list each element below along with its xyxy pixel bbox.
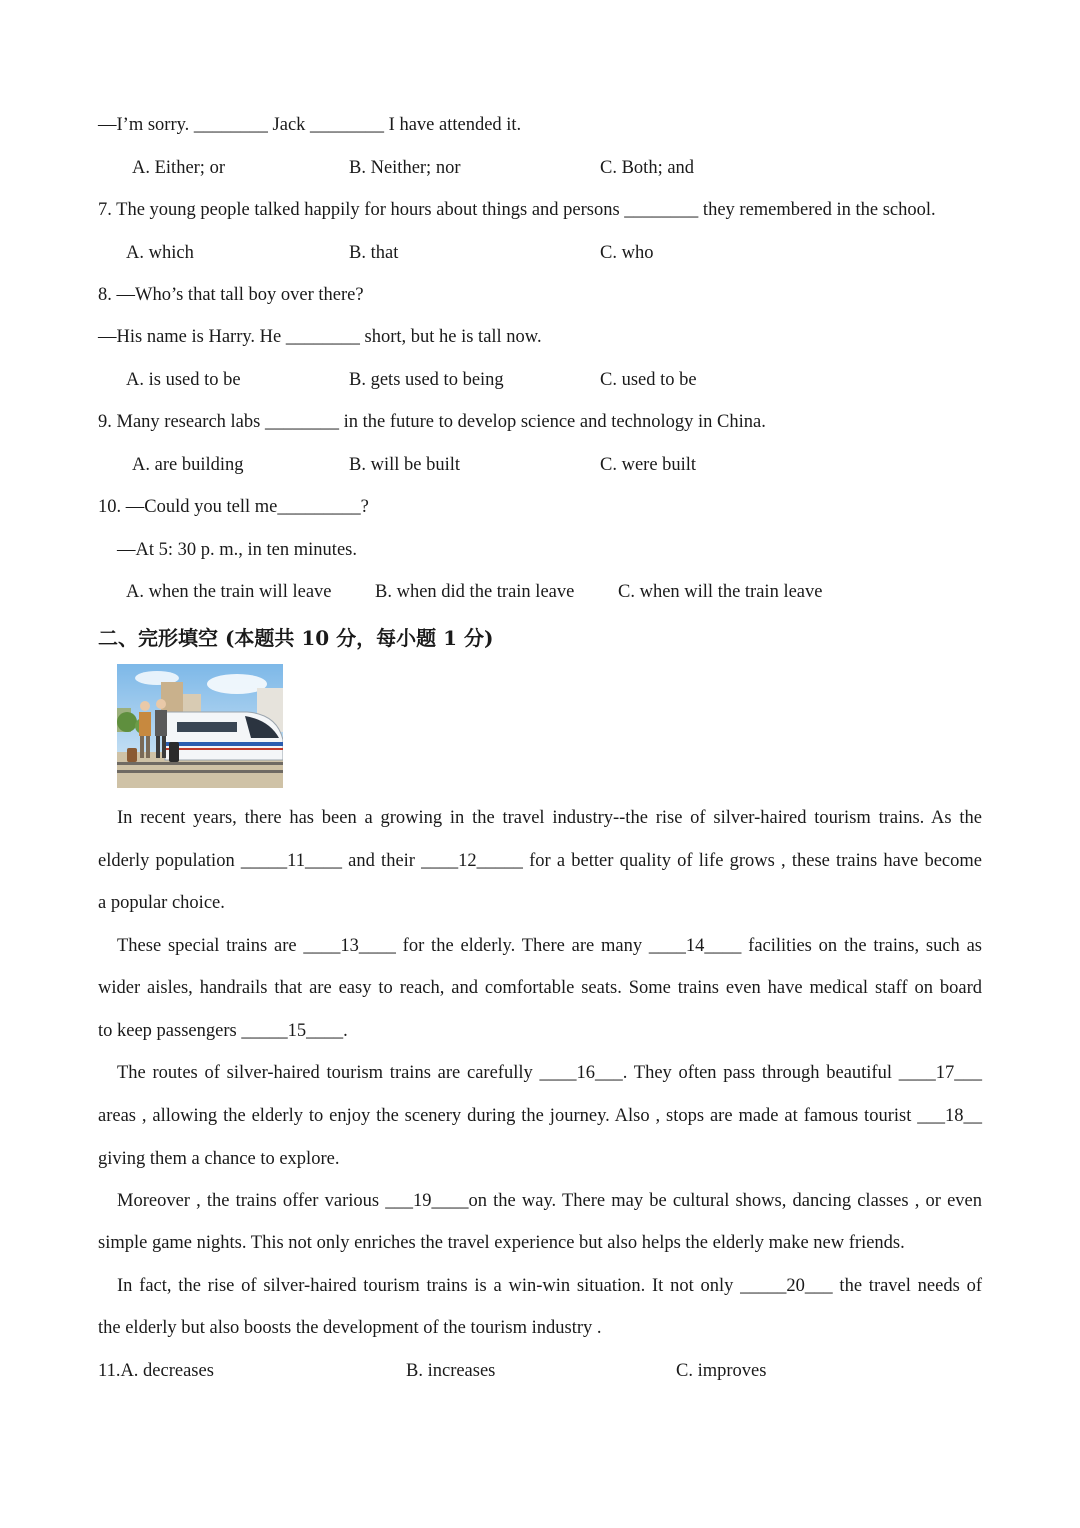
q6-option-a: A. Either; or: [132, 158, 225, 178]
q6-answer-line: —I’m sorry. ________ Jack ________ I have attended it.: [98, 115, 522, 135]
passage-p2-line2: wider aisles, handrails that are easy to reach, and comfortable seats. Some trains even have medical staff on board: [98, 978, 982, 998]
passage-p4-line2: simple game nights. This not only enriches the travel experience but also helps the elderly make new friends.: [98, 1233, 905, 1253]
passage-p5-line2: the elderly but also boosts the development of the tourism industry .: [98, 1318, 602, 1338]
q10-option-a: A. when the train will leave: [126, 582, 332, 602]
q9-option-c: C. were built: [600, 455, 697, 475]
q6-option-c: C. Both; and: [600, 158, 695, 178]
passage-p5-line1: In fact, the rise of silver-haired tourism trains is a win-win situation. It not only _____20___ the travel needs of: [117, 1276, 982, 1296]
q11-option-c: C. improves: [676, 1361, 767, 1381]
q8-stem: 8. —Who’s that tall boy over there?: [98, 285, 364, 305]
q10-option-b: B. when did the train leave: [375, 582, 575, 602]
section-heading: 二、完形填空 (本题共 10 分，每小题 1 分): [98, 626, 494, 650]
q7-option-a: A. which: [126, 243, 194, 263]
q7-option-c: C. who: [600, 243, 654, 263]
q9-stem: 9. Many research labs ________ in the future to develop science and technology in China.: [98, 412, 766, 432]
q6-option-b: B. Neither; nor: [349, 158, 461, 178]
q7-option-b: B. that: [349, 243, 399, 263]
passage-p3-line1: The routes of silver-haired tourism trains are carefully ____16___. They often pass through beautiful ____17___: [117, 1063, 982, 1083]
q7-stem: 7. The young people talked happily for hours about things and persons ________ they remembered in the school.: [98, 200, 936, 220]
passage-p3-line3: giving them a chance to explore.: [98, 1149, 340, 1169]
q9-option-b: B. will be built: [349, 455, 460, 475]
q10-option-c: C. when will the train leave: [618, 582, 823, 602]
passage-p2-line3: to keep passengers _____15____.: [98, 1021, 348, 1041]
q10-stem: 10. —Could you tell me_________?: [98, 497, 369, 517]
q8-answer-line: —His name is Harry. He ________ short, but he is tall now.: [98, 327, 542, 347]
q8-option-c: C. used to be: [600, 370, 697, 390]
q11-option-b: B. increases: [406, 1361, 496, 1381]
q9-option-a: A. are building: [132, 455, 244, 475]
q8-option-b: B. gets used to being: [349, 370, 504, 390]
passage-p1-line3: a popular choice.: [98, 893, 225, 913]
q10-answer-line: —At 5: 30 p. m., in ten minutes.: [117, 540, 357, 560]
passage-p1-line2: elderly population _____11____ and their ____12_____ for a better quality of life grows , these trains have become: [98, 851, 982, 871]
passage-p2-line1: These special trains are ____13____ for the elderly. There are many ____14____ facilities on the trains, such as: [117, 936, 982, 956]
q11-option-a: 11.A. decreases: [98, 1361, 214, 1381]
q8-option-a: A. is used to be: [126, 370, 241, 390]
train-illustration: [117, 664, 283, 788]
passage-p3-line2: areas , allowing the elderly to enjoy the scenery during the journey. Also , stops are made at famous tourist ___18__: [98, 1106, 982, 1126]
passage-p4-line1: Moreover , the trains offer various ___19____on the way. There may be cultural shows, dancing classes , or even: [117, 1191, 982, 1211]
passage-p1-line1: In recent years, there has been a growing in the travel industry--the rise of silver-haired tourism trains. As the: [117, 808, 982, 828]
